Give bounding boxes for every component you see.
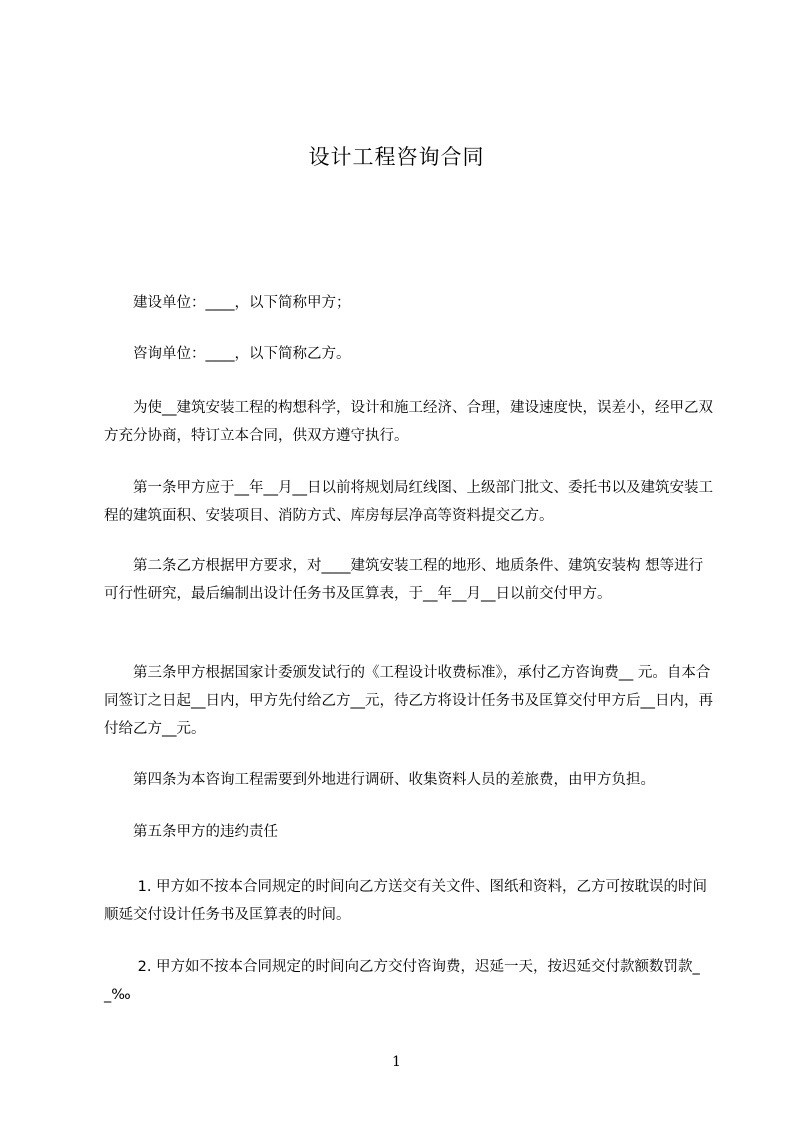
paragraph-article-2: 第二条乙方根据甲方要求，对____建筑安装工程的地形、地质条件、建筑安装构 想等进行可行性研究，最后编制出设计任务书及匡算表，于__年__月__日以前交付甲方。 xyxy=(104,558,704,602)
page-number: 1 xyxy=(392,1054,401,1070)
paragraph-article-3: 第三条甲方根据国家计委颁发试行的《工程设计收费标准》，承付乙方咨询费__ 元。自本合同签订之日起__日内，甲方先付给乙方__元，待乙方将设计任务书及匡算交付甲方后__日内，再付给乙方__元。 xyxy=(104,665,713,737)
paragraph-construction-unit: 建设单位：____，以下简称甲方； xyxy=(104,295,351,311)
paragraph-preamble: 为使__建筑安装工程的构想科学，设计和施工经济、合理，建设速度快，误差小，经甲乙双方充分协商，特订立本合同，供双方遵守执行。 xyxy=(104,400,713,444)
paragraph-article-5-item-1: 1. 甲方如不按本合同规定的时间向乙方送交有关文件、图纸和资料，乙方可按耽误的时间顺延交付设计任务书及匡算表的时间。 xyxy=(104,879,708,923)
paragraph-article-4: 第四条为本咨询工程需要到外地进行调研、收集资料人员的差旅费，由甲方负担。 xyxy=(104,772,655,788)
paragraph-article-1: 第一条甲方应于__年__月__日以前将规划局红线图、上级部门批文、委托书以及建筑安装工程的建筑面积、安装项目、消防方式、库房每层净高等资料提交乙方。 xyxy=(104,480,713,524)
document-title: 设计工程咨询合同 xyxy=(308,145,485,169)
paragraph-article-5-heading: 第五条甲方的违约责任 xyxy=(104,824,278,840)
paragraph-consulting-unit: 咨询单位：____，以下简称乙方。 xyxy=(104,346,351,362)
paragraph-article-5-item-2: 2. 甲方如不按本合同规定的时间向乙方交付咨询费，迟延一天，按迟延交付款额数罚款__‰ xyxy=(104,959,700,1003)
